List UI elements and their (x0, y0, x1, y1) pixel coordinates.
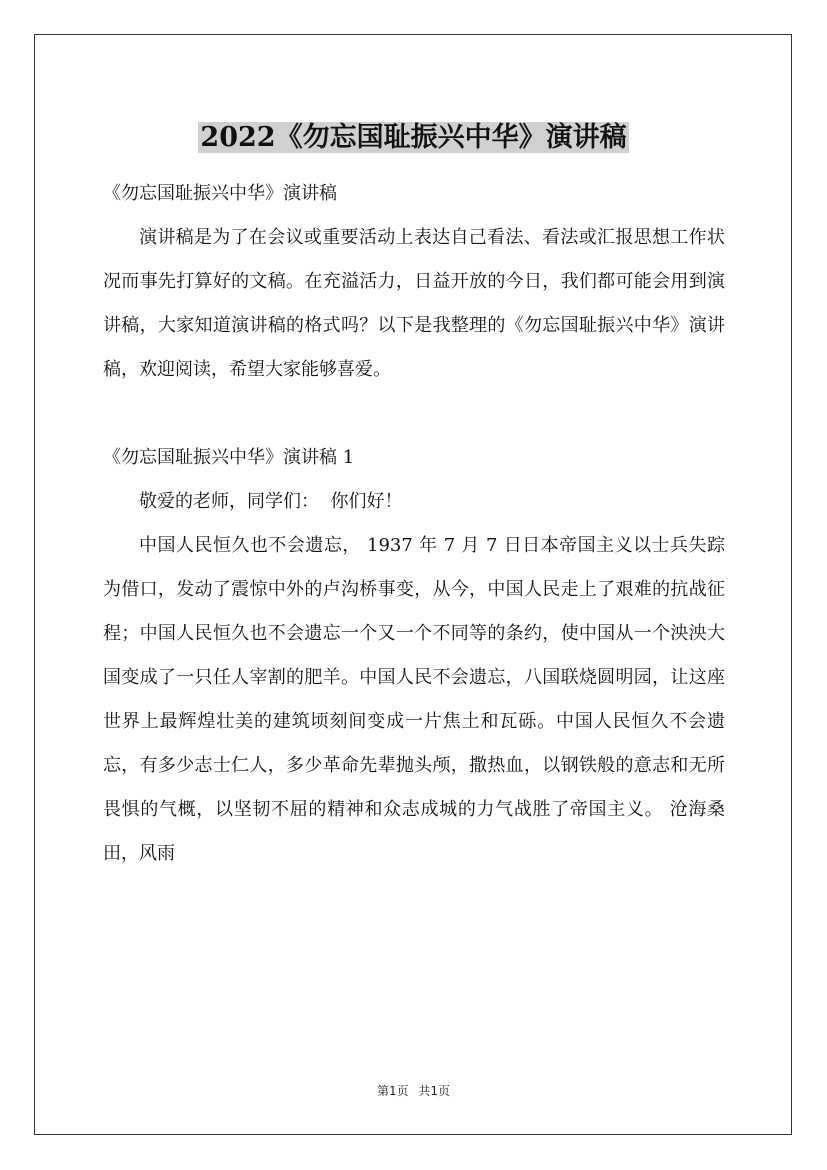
section-heading: 《勿忘国耻振兴中华》演讲稿 1 (103, 447, 355, 468)
document-body (103, 172, 725, 876)
body-paragraph: 中国人民恒久也不会遗忘， 1937 年 7 月 7 日日本帝国主义以士兵失踪为借口，发动了震惊中外的卢沟桥事变，从今，中国人民走上了艰难的抗战征程；中国人民恒久也不会遗忘一个又一个不同等的条约，使中国从一个泱泱大国变成了一只任人宰割的肥羊。中国人民不会遗忘，八国联烧圆明园，让这座世界上最辉煌壮美的建筑顷刻间变成一片焦土和瓦砾。中国人民恒久不会遗忘，有多少志士仁人，多少革命先辈抛头颅，撒热血，以钢铁般的意志和无所畏惧的气概，以坚韧不屈的精神和众志成城的力气战胜了帝国主义。 沧海桑田，风雨 (103, 535, 725, 864)
section-spacer (103, 392, 725, 436)
page-number-total: 共1页 (418, 1084, 451, 1098)
page-number-current: 第1页 (376, 1084, 409, 1098)
page-footer (0, 1083, 827, 1099)
document-title (0, 118, 827, 158)
intro-paragraph: 演讲稿是为了在会议或重要活动上表达自己看法、看法或汇报思想工作状况而事先打算好的文稿。在充溢活力，日益开放的今日，我们都可能会用到演讲稿，大家知道演讲稿的格式吗？以下是我整理的《勿忘国耻振兴中华》演讲稿，欢迎阅读，希望大家能够喜爱。 (103, 227, 725, 380)
greeting-paragraph: 敬爱的老师，同学们： 你们好！ (139, 491, 403, 512)
document-title-text: 2022《勿忘国耻振兴中华》演讲稿 (200, 122, 627, 154)
document-subtitle: 《勿忘国耻振兴中华》演讲稿 (103, 183, 337, 204)
